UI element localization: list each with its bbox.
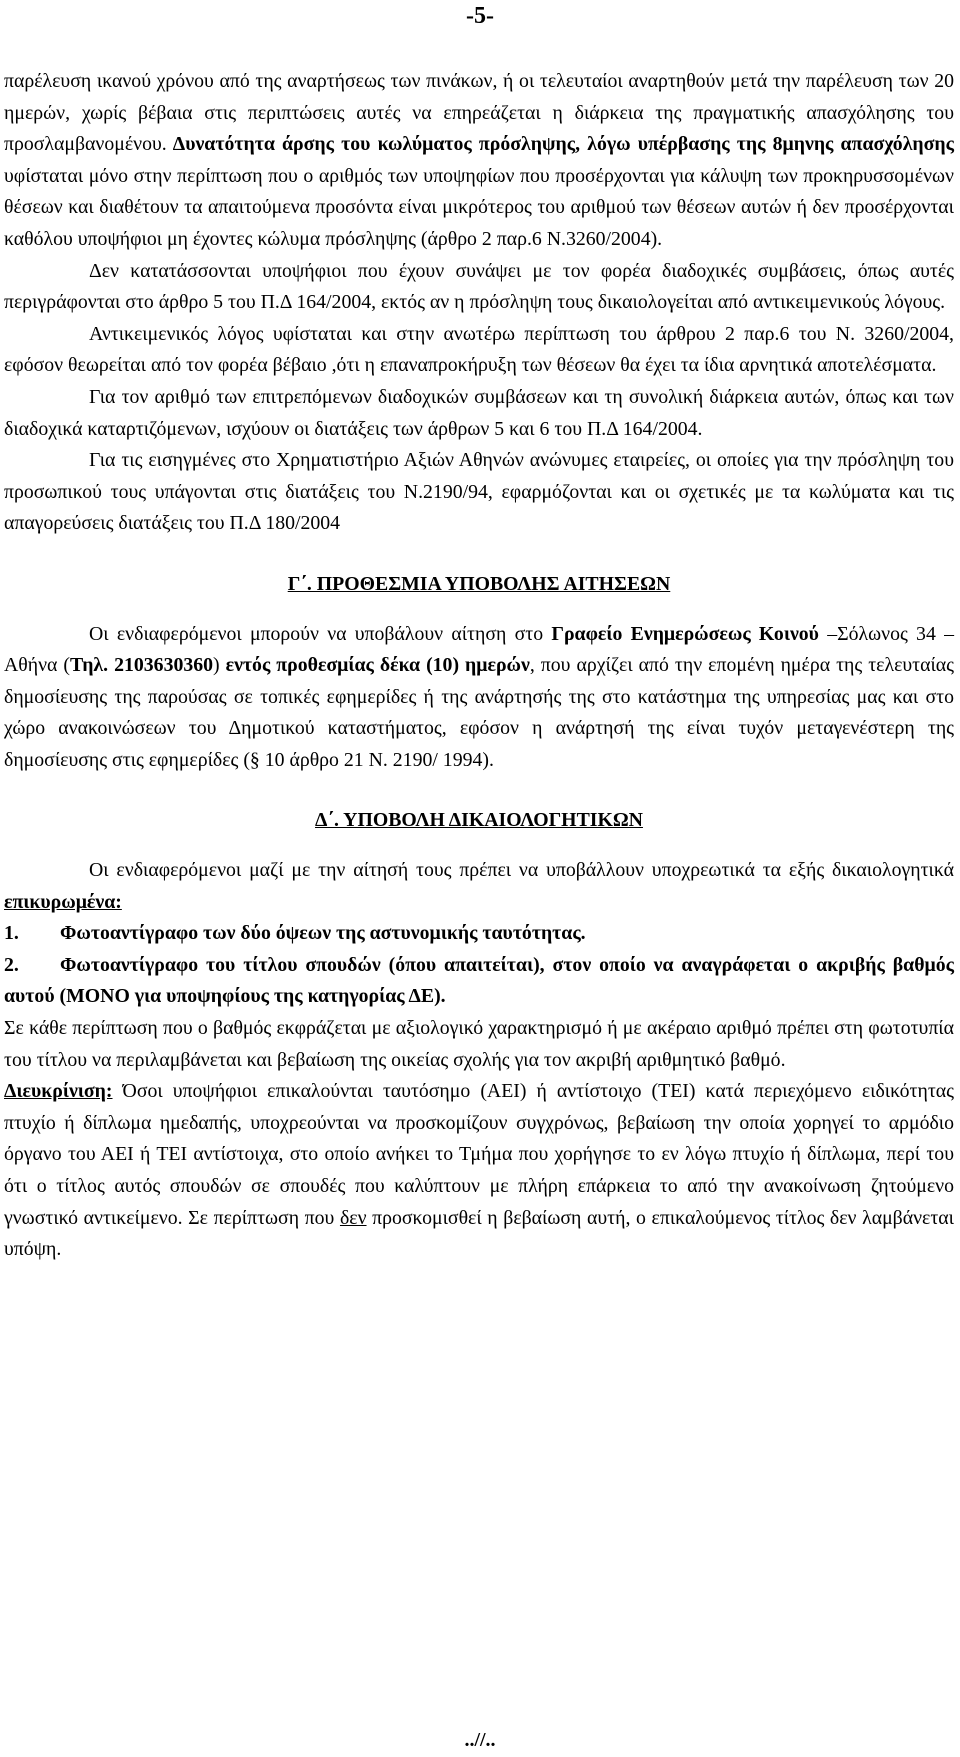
paragraph-grade-note: Σε κάθε περίπτωση που ο βαθμός εκφράζεται με αξιολογικό χαρακτηρισμό ή με ακέραιο αριθμό πρέπει στη φωτοτυπία του τίτλου να περιλαμβάνεται και βεβαίωση της οικείας σχολής για τον ακριβή αριθμητικό βαθμό. xyxy=(4,1017,954,1071)
certified-emphasis: επικυρωμένα: xyxy=(4,890,122,913)
paragraph-application-deadline xyxy=(4,619,954,777)
deadline-period: εντός προθεσμίας δέκα (10) ημερών xyxy=(225,654,530,677)
section-d-heading: Δ΄. ΥΠΟΒΟΛΗ ΔΙΚΑΙΟΛΟΓΗΤΙΚΩΝ xyxy=(315,809,643,832)
clarification-text: Όσοι υποψήφιοι επικαλούνται ταυτόσημο (ΑΕΙ) ή αντίστοιχο (ΤΕΙ) κατά περιεχόμενο ειδικότητας πτυχίο ή δίπλωμα ημεδαπής, υποχρεούνται να προσκομίζουν συγχρόνως, βεβαίωση την οποία χορηγεί το αρμόδιο όργανο του ΑΕΙ ή ΤΕΙ αντίστοιχα, στο οποίο ανήκει το Τμήμα που χορήγησε το εν λόγω πτυχίο ή δίπλωμα, περί του ότι ο τίτλος αυτός σπουδών σε σπουδές που καλύπτουν με πλήρη επάρκεια το από την ανακοίνωση ζητούμενο γνωστικό αντικείμενο. Σε περίπτωση που xyxy=(4,1080,954,1229)
spacer xyxy=(4,601,954,619)
paragraph-contract-duration: Για τον αριθμό των επιτρεπόμενων διαδοχικών συμβάσεων και τη συνολική διάρκεια αυτών, όπως και των διαδοχικά καταρτιζόμενων, ισχύουν οι διατάξεις των άρθρων 5 και 6 του Π.Δ 164/2004. xyxy=(4,385,954,440)
phone-number: Τηλ. 2103630360 xyxy=(70,654,214,677)
deadline-text-3: ) xyxy=(213,654,226,677)
document-item-1-number: 1. xyxy=(4,922,19,945)
paragraph-intro xyxy=(4,66,954,256)
deadline-text-4: , που αρχίζει από την επομένη ημέρα της τελευταίας δημοσίευσης της παρούσας σε τοπικές εφημερίδες ή της ανάρτησής της στο κατάστημα της υπηρεσίας μας και στο χώρο ανακοινώσεων του Δημοτικού καταστήματος, εφόσον η ανάρτησή της είναι τυχόν μεταγενέστερη της δημοσίευσης στις εφημερίδες (§ 10 άρθρο 21 Ν. 2190/ 1994). xyxy=(4,654,955,771)
paragraph-clarification xyxy=(4,1076,954,1266)
paragraph-intro-text: παρέλευση ικανού χρόνου από της αναρτήσεως των πινάκων, ή οι τελευταίοι αναρτηθούν μετά την παρέλευση των 20 ημερών, χωρίς βέβαια στις περιπτώσεις αυτές να επηρεάζεται η διάρκεια της πραγματικής απασχόλησης του προσλαμβανομένου. xyxy=(4,70,954,156)
document-item-2-number: 2. xyxy=(4,953,19,976)
clarification-label: Διευκρίνιση: xyxy=(4,1080,113,1103)
deadline-text-1: Οι ενδιαφερόμενοι μπορούν να υποβάλουν αίτηση στο xyxy=(89,622,552,645)
spacer xyxy=(4,776,954,805)
paragraph-documents-intro xyxy=(4,855,954,918)
paragraph-consecutive-contracts: Δεν κατατάσσονται υποψήφιοι που έχουν συνάψει με τον φορέα διαδοχικές συμβάσεις, όπως αυτές περιγράφονται στο άρθρο 5 του Π.Δ 164/2004, εκτός αν η πρόσληψη τους δικαιολογείται από αντικειμενικούς λόγους. xyxy=(4,259,954,314)
page-continuation-marker: ..//.. xyxy=(464,1729,496,1751)
document-body xyxy=(4,66,954,1266)
section-g-heading: Γ΄. ΠΡΟΘΕΣΜΙΑ ΥΠΟΒΟΛΗΣ ΑΙΤΗΣΕΩΝ xyxy=(287,572,671,595)
documents-intro-text: Οι ενδιαφερόμενοι μαζί με την αίτησή τους πρέπει να υποβάλλουν υποχρεωτικά τα εξής δικαιολογητικά xyxy=(89,859,954,882)
clarification-end: προσκομισθεί η βεβαίωση αυτή, ο επικαλούμενος τίτλος δεν λαμβάνεται υπόψη. xyxy=(4,1206,954,1261)
document-item-1-text: Φωτοαντίγραφο των δύο όψεων της αστυνομικής ταυτότητας. xyxy=(60,922,586,945)
clarification-negation: δεν xyxy=(339,1206,367,1229)
document-item-2 xyxy=(4,950,954,1013)
paragraph-listed-companies: Για τις εισηγμένες στο Χρηματιστήριο Αξιών Αθηνών ανώνυμες εταιρείες, οι οποίες για την πρόσληψη του προσωπικού τους υπάγονται στις διατάξεις του Ν.2190/94, εφαρμόζονται και οι σχετικές με τα κωλύματα και τις απαγορεύσεις διατάξεις του Π.Δ 180/2004 xyxy=(4,449,954,535)
spacer xyxy=(4,540,954,569)
spacer xyxy=(4,837,954,855)
office-name: Γραφείο Ενημερώσεως Κοινού xyxy=(551,622,819,645)
deadline-text-2: –Σόλωνος 34 –Αθήνα ( xyxy=(4,622,954,677)
restriction-lift-emphasis: Δυνατότητα άρσης του κωλύματος πρόσληψης, λόγω υπέρβασης της 8μηνης απασχόλησης xyxy=(166,133,954,156)
paragraph-objective-reason: Αντικειμενικός λόγος υφίσταται και στην ανωτέρω περίπτωση του άρθρου 2 παρ.6 του Ν. 3260/2004, εφόσον θεωρείται από τον φορέα βέβαιο ,ότι η επαναπροκήρυξη των θέσεων θα έχει τα ίδια αρνητικά αποτελέσματα. xyxy=(4,322,954,377)
paragraph-intro-rest: υφίσταται μόνο στην περίπτωση που ο αριθμός των υποψηφίων που προσέρχονται για κάλυψη των προκηρυσσομένων θέσεων και διαθέτουν τα απαιτούμενα προσόντα είναι μικρότερος του αριθμού των θέσεων αυτών ή δεν προσέρχονται καθόλου υποψήφιοι μη έχοντες κώλυμα πρόσληψης (άρθρο 2 παρ.6 Ν.3260/2004). xyxy=(4,164,954,250)
page-number: -5- xyxy=(466,3,494,29)
document-item-2-text: Φωτοαντίγραφο του τίτλου σπουδών (όπου απαιτείται), στον οποίο να αναγράφεται ο ακριβής βαθμός αυτού (ΜΟΝΟ για υποψηφίους της κατηγορίας ΔΕ). xyxy=(4,953,954,1008)
document-item-1 xyxy=(4,918,954,950)
